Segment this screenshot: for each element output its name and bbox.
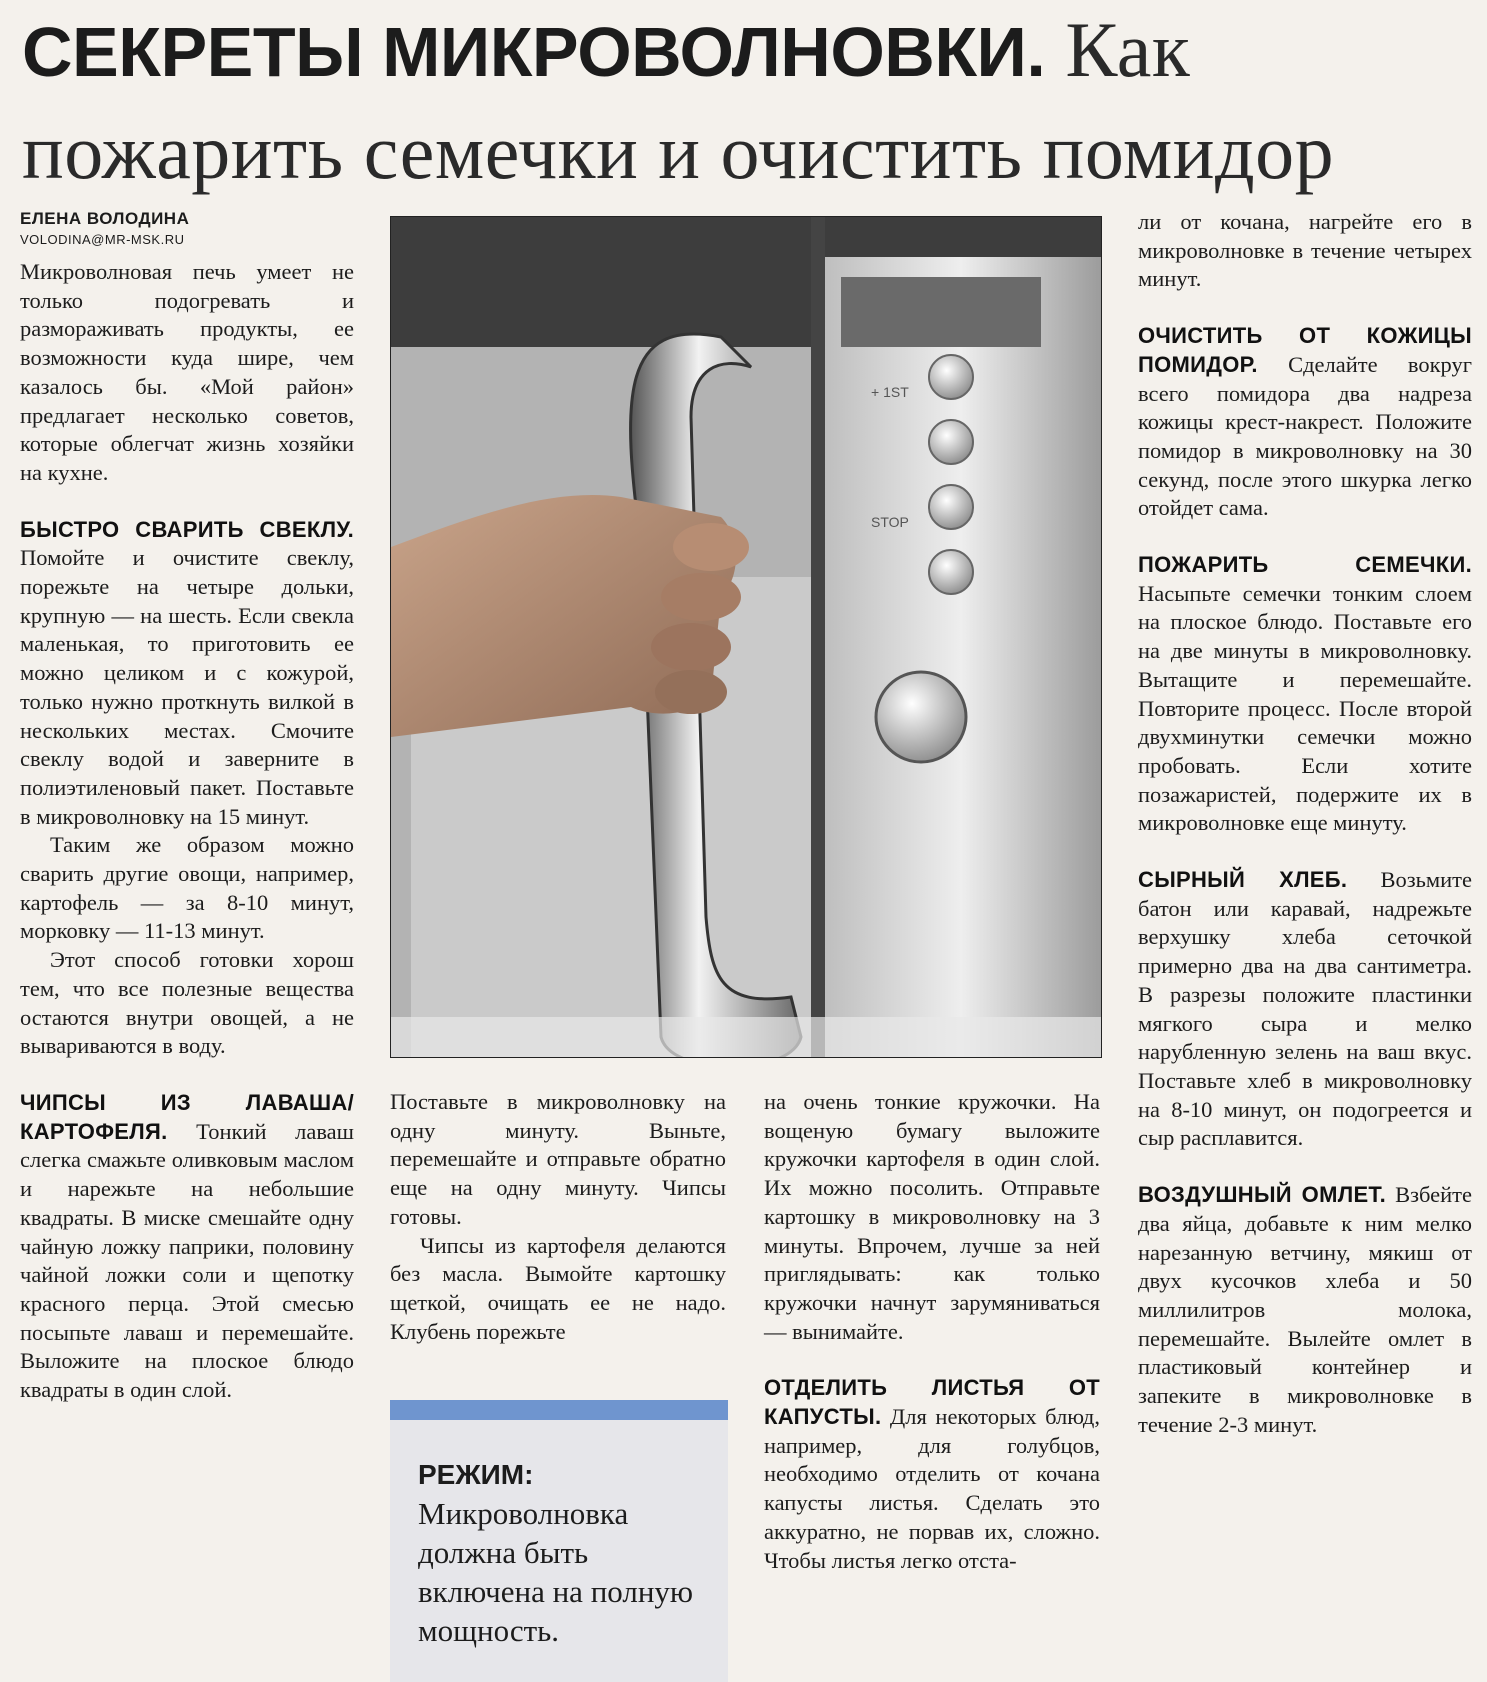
headline-light-2: пожарить семечки и очистить помидор xyxy=(22,108,1335,195)
microwave-photo xyxy=(390,216,1102,1058)
column-3 xyxy=(764,1088,1100,1575)
beet-text: Помойте и очистите свеклу, порежьте на четыре дольки, крупную — на шесть. Если свекла маленькая, то приготовить ее можно целиком и с кожурой, только нужно проткнуть вилкой в нескольких местах. Смочите свеклу водой и заверните в полиэтиленовый пакет. Поставьте в микроволновку на 15 минут. xyxy=(20,545,354,829)
mode-label: РЕЖИМ: xyxy=(418,1459,534,1490)
seeds-heading: ПОЖАРИТЬ СЕМЕЧКИ. xyxy=(1138,552,1472,578)
beet-paragraph-2: Таким же образом можно сварить другие овощи, например, картофель — за 8-10 минут, морковку — 11-13 минут. xyxy=(20,832,354,944)
chips-heading: ЧИПСЫ ИЗ ЛАВАША/КАРТОФЕЛЯ. xyxy=(20,1089,354,1144)
beet-paragraph xyxy=(20,516,354,832)
chips-paragraph xyxy=(20,1089,354,1405)
author-name: ЕЛЕНА ВОЛОДИНА xyxy=(20,209,190,228)
omelet-text: Взбейте два яйца, добавьте к ним мелко нарезанную ветчину, мякиш от двух кусочков хлеба и 50 миллилитров молока, перемешайте. Вылейте омлет в пластиковый контейнер и запеките в микроволновке в течение 2-3 минут. xyxy=(1138,1182,1472,1437)
photo-label-stop: STOP xyxy=(871,514,909,530)
potato-chips-paragraph: Чипсы из картофеля делаются без масла. Вымойте картошку щеткой, очищать ее не надо. Клубень порежьте xyxy=(390,1232,726,1344)
seeds-text: Насыпьте семечки тонким слоем на плоское блюдо. Поставьте его на две минуты в микроволновку. Вытащите и перемешайте. Повторите процесс. После второй двухминутки семечки можно пробовать. Если хотите позажаристей, подержите их в микроволновке еще минуту. xyxy=(1138,580,1472,836)
cabbage-cont-paragraph: ли от кочана, нагрейте его в микроволновке в течение четырех минут. xyxy=(1138,209,1472,292)
headline-light-1: Как xyxy=(1065,6,1191,93)
bread-heading: СЫРНЫЙ ХЛЕБ. xyxy=(1138,867,1348,893)
tomato-paragraph xyxy=(1138,322,1472,523)
headline-bold: СЕКРЕТЫ МИКРОВОЛНОВКИ. xyxy=(22,13,1046,91)
column-1 xyxy=(20,208,354,1405)
column-4 xyxy=(1138,208,1472,1439)
microwave-photo-icon xyxy=(391,217,1101,1057)
potato-cont-paragraph: на очень тонкие кружочки. На вощеную бумагу выложите кружочки картофеля в один слой. Их можно посолить. Отправьте картошку в микроволновку на 3 минуты. Впрочем, лучше за ней приглядывать: как только кружочки начнут зарумяниваться — вынимайте. xyxy=(764,1089,1100,1344)
beet-paragraph-3: Этот способ готовки хорош тем, что все полезные вещества остаются внутри овощей, а не вывариваются в воду. xyxy=(20,947,354,1059)
intro-paragraph: Микроволновая печь умеет не только подогревать и размораживать продукты, ее возможности куда шире, чем казалось бы. «Мой район» предлагает несколько советов, которые облегчат жизнь хозяйки на кухне. xyxy=(20,259,354,485)
cabbage-heading: ОТДЕЛИТЬ ЛИСТЬЯ ОТ КАПУСТЫ. xyxy=(764,1375,1100,1430)
tomato-heading: ОЧИСТИТЬ ОТ КОЖИЦЫ ПОМИДОР. xyxy=(1138,323,1472,377)
photo-label-start: + 1ST xyxy=(871,384,909,400)
cabbage-paragraph xyxy=(764,1374,1100,1575)
author-email: VOLODINA@MR-MSK.RU xyxy=(20,232,185,247)
beet-heading: БЫСТРО СВАРИТЬ СВЕКЛУ. xyxy=(20,516,354,542)
column-2 xyxy=(390,1088,726,1346)
headline xyxy=(22,0,1462,202)
chips-text: Тонкий лаваш слегка смажьте оливковым маслом и нарежьте на небольшие квадраты. В миске смешайте одну чайную ложку паприки, половину чайной ложки соли и щепотку красного перца. Этой смесью посыпьте лаваш и перемешайте. Выложите на плоское блюдо квадраты в один слой. xyxy=(20,1118,354,1403)
omelet-heading: ВОЗДУШНЫЙ ОМЛЕТ. xyxy=(1138,1182,1387,1208)
omelet-paragraph xyxy=(1138,1181,1472,1439)
tomato-text: Сделайте вокруг всего помидора два надреза кожицы крест-накрест. Положите помидор в микроволновку на 30 секунд, после этого шкурка легко отойдет сама. xyxy=(1138,351,1472,521)
seeds-paragraph xyxy=(1138,551,1472,838)
mode-text xyxy=(418,1454,708,1650)
mode-box xyxy=(390,1400,728,1682)
bread-text: Возьмите батон или каравай, надрежьте верхушку хлеба сеточкой примерно два на два сантиметра. В разрезы положите пластинки мягкого сыра и мелко нарубленную зелень на ваш вкус. Поставьте хлеб в микроволновку на 8-10 минут, он подогреется и сыр расплавится. xyxy=(1138,867,1472,1151)
bread-paragraph xyxy=(1138,866,1472,1153)
cabbage-text: Для некоторых блюд, например, для голубцов, необходимо отделить от кочана капусты листья. Сделать это аккуратно, не порвав их, сложно. Чтобы листья легко отста- xyxy=(764,1404,1100,1573)
chips-cont-paragraph: Поставьте в микроволновку на одну минуту. Выньте, перемешайте и отправьте обратно еще на одну минуту. Чипсы готовы. xyxy=(390,1089,726,1229)
mode-body: Микроволновка должна быть включена на полную мощность. xyxy=(418,1496,694,1648)
